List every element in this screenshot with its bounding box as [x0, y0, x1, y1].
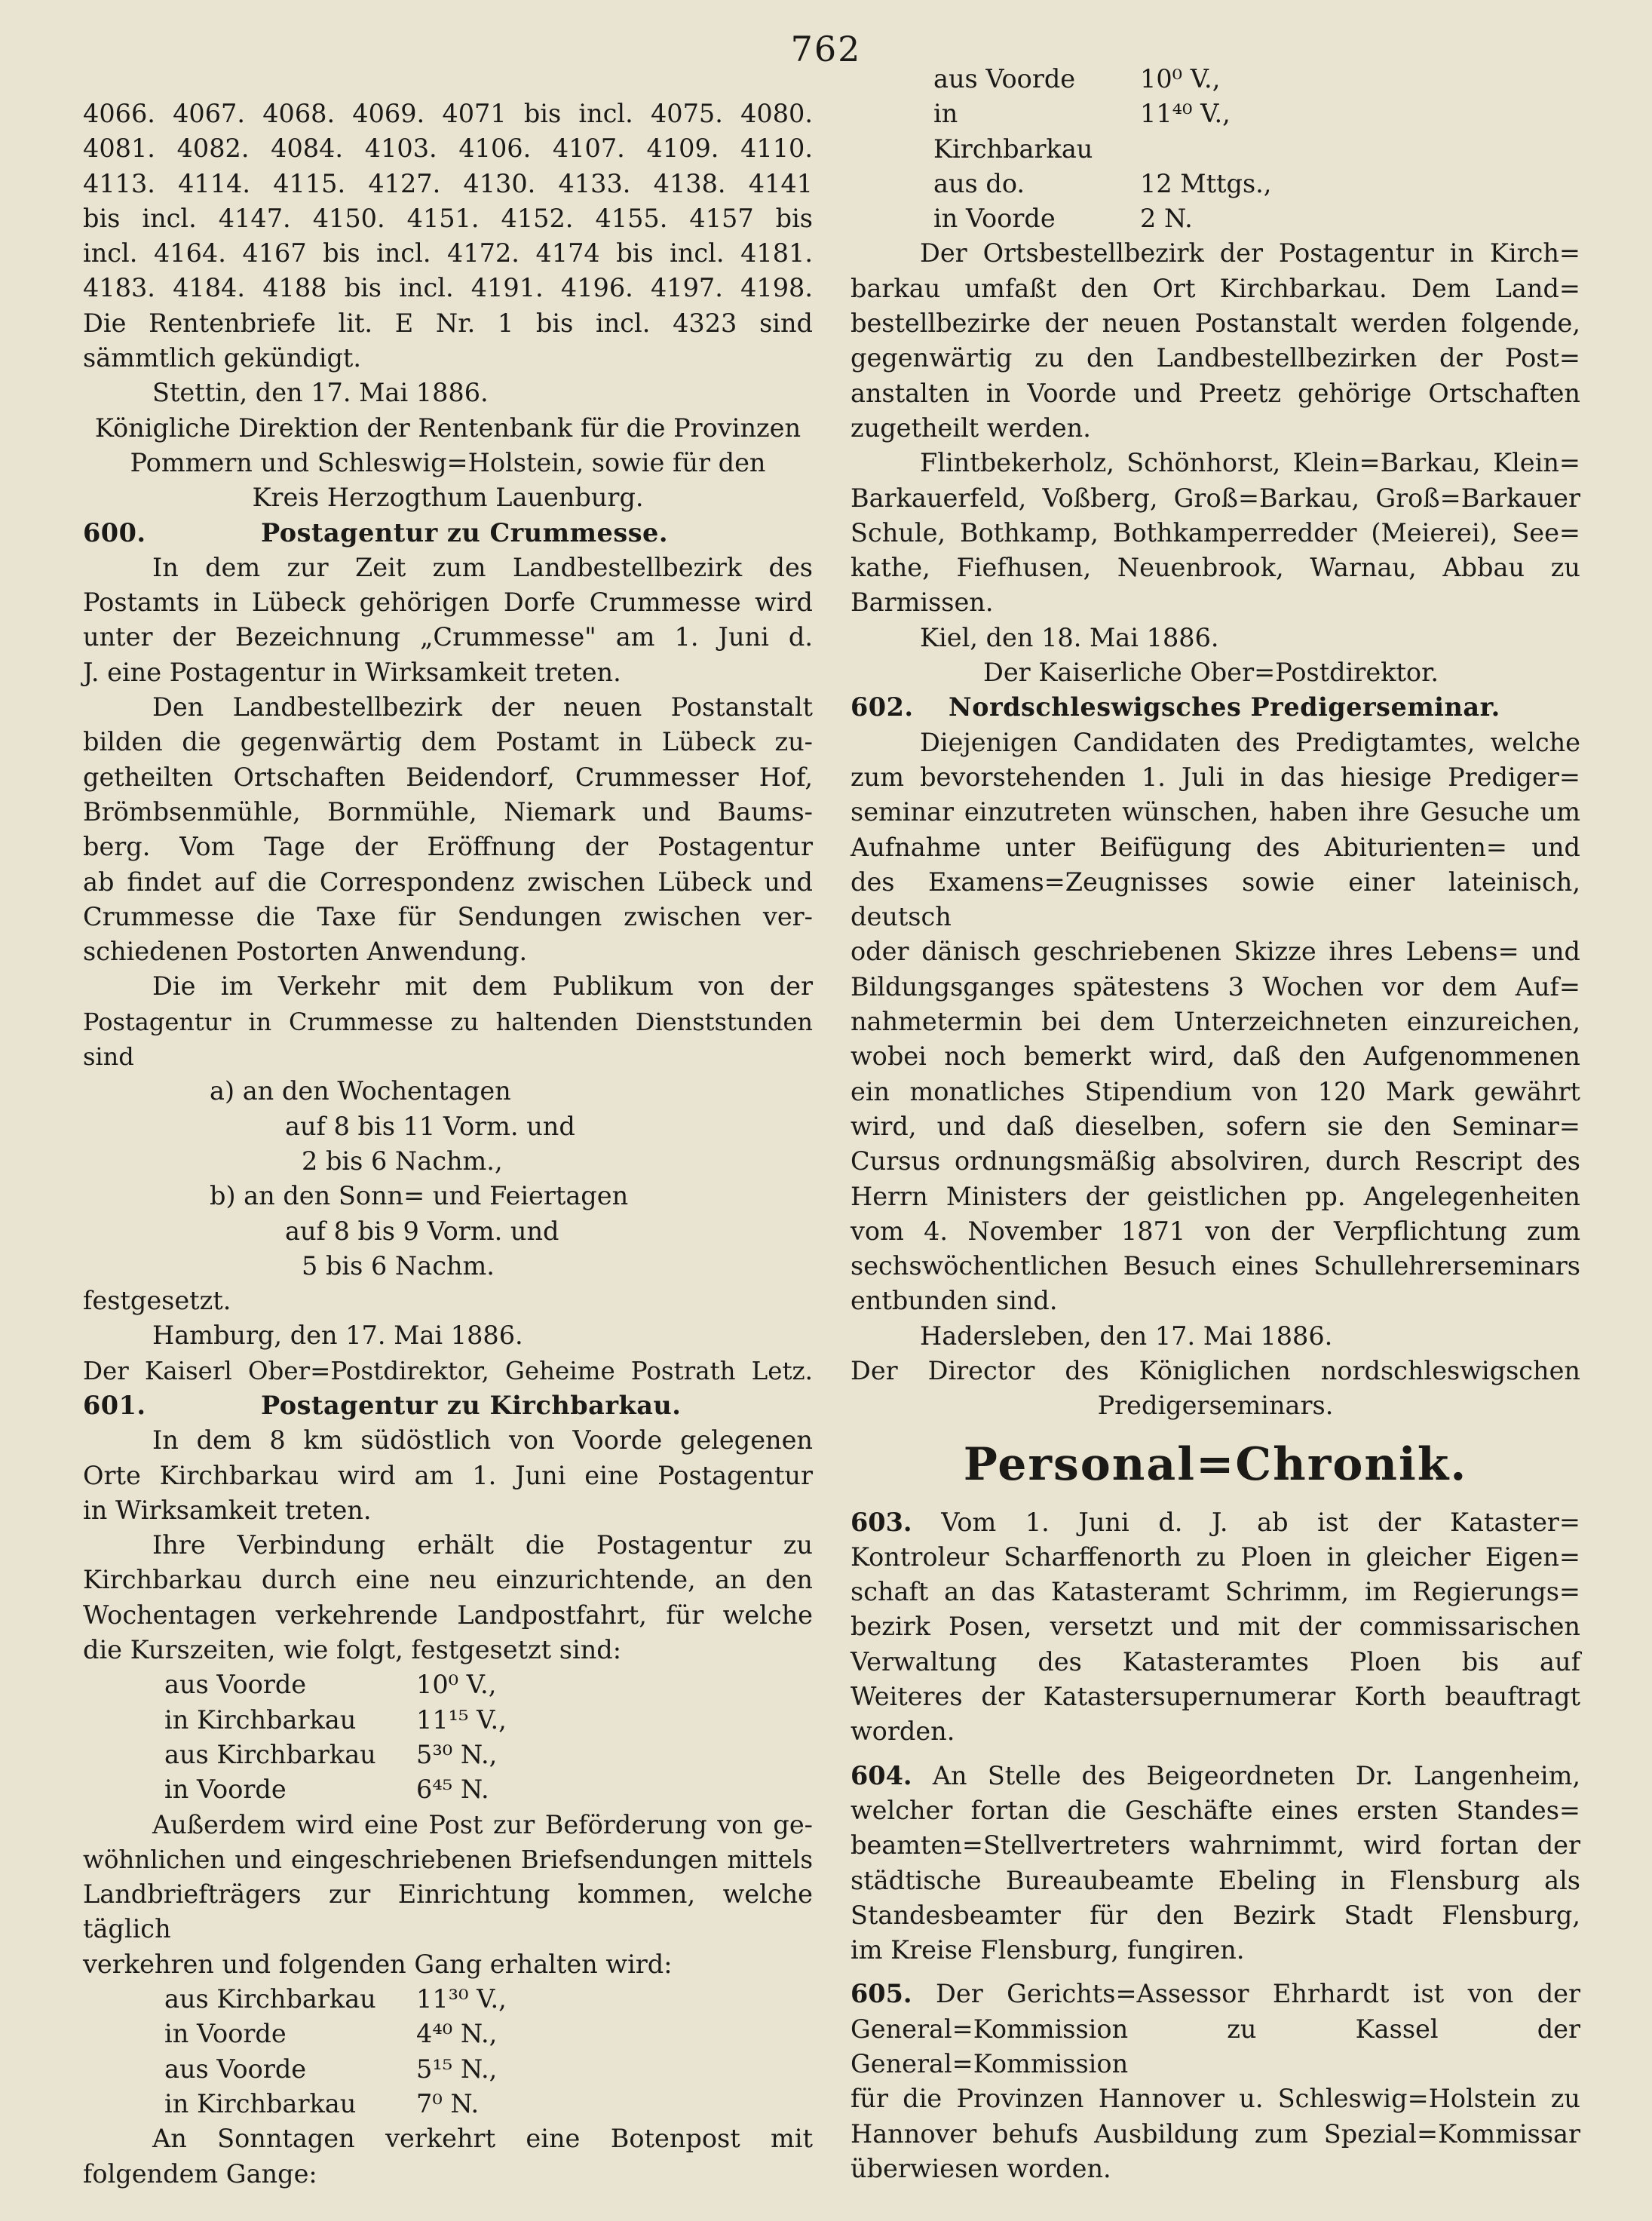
text-line: Flintbekerholz, Schönhorst, Klein=Barkau, Klein= — [920, 448, 1580, 478]
section-number: 602. — [851, 692, 914, 722]
entry-603 — [851, 1505, 1580, 1750]
text-line: Bildungsganges spätestens 3 Wochen vor dem Auf= — [851, 971, 1580, 1002]
text-line — [851, 1505, 1580, 1540]
schedule-time: 10⁰ V., — [416, 1670, 497, 1700]
entry-604 — [851, 1759, 1580, 1968]
schedule-place: aus Kirchbarkau — [164, 1984, 376, 2014]
text-line: bestellbezirke der neuen Postanstalt werden folgende, — [851, 308, 1580, 339]
schedule-time: 10⁰ V., — [1140, 64, 1221, 94]
text-line: sechswöchentlichen Besuch eines Schullehrerseminars — [851, 1251, 1580, 1281]
text-line: wöhnlichen und eingeschriebenen Briefsendungen mittels — [83, 1845, 813, 1874]
text-line: des Examens=Zeugnisses sowie einer lateinisch, deutsch — [851, 867, 1580, 932]
text-line: 4183. 4184. 4188 bis incl. 4191. 4196. 4197. 4198. — [83, 273, 813, 303]
text-line: Postamts in Lübeck gehörigen Dorfe Crummesse wird — [83, 587, 813, 618]
page-number: 762 — [790, 29, 862, 69]
text-line: Barmissen. — [851, 587, 994, 618]
date-line: Kiel, den 18. Mai 1886. — [920, 622, 1219, 652]
text-line: 4081. 4082. 4084. 4103. 4106. 4107. 4109. 4110. — [83, 133, 813, 164]
schedule-place: aus Kirchbarkau — [164, 1739, 376, 1769]
office-hours — [83, 1074, 813, 1284]
text-line: Kontroleur Scharffenorth zu Ploen in gleicher Eigen= — [851, 1542, 1580, 1572]
text-line: im Kreise Flensburg, fungiren. — [851, 1935, 1245, 1965]
text-line: für die Provinzen Hannover u. Schleswig=Holstein zu — [851, 2084, 1580, 2114]
text-line: Wochentagen verkehrende Landpostfahrt, für welche — [83, 1600, 813, 1630]
text-line: vom 4. November 1871 von der Verpflichtung zum — [851, 1216, 1580, 1246]
text-line: wobei noch bemerkt wird, daß den Aufgenommenen — [851, 1041, 1580, 1072]
schedule-letter-carrier — [164, 1982, 813, 2121]
section-heading-600 — [83, 516, 813, 551]
text-line: Den Landbestellbezirk der neuen Postanstalt — [152, 692, 813, 722]
personal-chronik-title: Personal=Chronik. — [963, 1437, 1468, 1491]
entry-text: Der Gerichts=Assessor Ehrhardt ist von der — [936, 1979, 1580, 2009]
date-line: Hadersleben, den 17. Mai 1886. — [920, 1321, 1333, 1351]
text-line: wird, und daß dieselben, sofern sie den Seminar= — [851, 1111, 1580, 1141]
schedule-place: aus Voorde — [933, 64, 1076, 94]
text-line: Brömbsenmühle, Bornmühle, Niemark und Baums- — [83, 796, 813, 827]
text-line: anstalten in Voorde und Preetz gehörige Ortschaften — [851, 378, 1580, 408]
hours-line: auf 8 bis 9 Vorm. und — [285, 1216, 559, 1246]
section-601-body — [83, 1423, 813, 2192]
text-line: General=Kommission zu Kassel der General=Kommission — [851, 2014, 1580, 2079]
text-line: Der Ortsbestellbezirk der Postagentur in Kirch= — [920, 238, 1580, 268]
right-column — [851, 64, 1580, 2221]
text-line: In dem 8 km südöstlich von Voorde gelegenen — [152, 1425, 813, 1456]
text-line: barkau umfaßt den Ort Kirchbarkau. Dem Land= — [851, 273, 1580, 303]
text-line: Die Rentenbriefe lit. E Nr. 1 bis incl. 4323 sind — [83, 308, 813, 338]
text-line: Die im Verkehr mit dem Publikum von der — [152, 971, 813, 1002]
text-line: ab findet auf die Correspondenz zwischen Lübeck und — [83, 867, 813, 897]
text-line: Barkauerfeld, Voßberg, Groß=Barkau, Groß=Barkauer — [851, 483, 1580, 513]
schedule-place: in Voorde — [933, 204, 1056, 234]
entry-605 — [851, 1977, 1580, 2186]
section-title: Postagentur zu Crummesse. — [261, 517, 669, 548]
text-line: Kirchbarkau durch eine neu einzurichtende, an den — [83, 1565, 813, 1595]
text-line — [851, 1977, 1580, 2011]
section-title: Nordschleswigsches Predigerseminar. — [949, 692, 1500, 722]
section-title: Postagentur zu Kirchbarkau. — [261, 1390, 682, 1420]
rentenbriefe-list — [83, 97, 813, 376]
hours-line: 5 bis 6 Nachm. — [302, 1250, 495, 1281]
schedule-time: 7⁰ N. — [416, 2088, 480, 2118]
signature-line: Pommern und Schleswig=Holstein, sowie für den — [130, 447, 766, 477]
date-line: Hamburg, den 17. Mai 1886. — [152, 1321, 523, 1351]
text-line: in Wirksamkeit treten. — [83, 1495, 372, 1525]
schedule-place: in Kirchbarkau — [164, 1704, 357, 1735]
schedule-time: 5³⁰ N., — [416, 1739, 498, 1769]
schedule-place: aus Voorde — [164, 1670, 307, 1700]
text-line: Hannover behufs Ausbildung zum Spezial=Kommissar — [851, 2118, 1580, 2149]
hours-line: auf 8 bis 11 Vorm. und — [285, 1111, 575, 1141]
date-line: Stettin, den 17. Mai 1886. — [152, 378, 489, 408]
schedule-time: 2 N. — [1140, 204, 1193, 234]
hours-line: 2 bis 6 Nachm., — [302, 1146, 503, 1176]
text-line: schaft an das Katasteramt Schrimm, im Regierungs= — [851, 1577, 1580, 1607]
text-line: incl. 4164. 4167 bis incl. 4172. 4174 bis incl. 4181. — [83, 238, 813, 268]
text-line: getheilten Ortschaften Beidendorf, Crummesser Hof, — [83, 762, 813, 792]
schedule-time: 4⁴⁰ N., — [416, 2019, 498, 2049]
schedule-place: in Voorde — [164, 2019, 287, 2049]
text-line: bezirk Posen, versetzt und mit der commissarischen — [851, 1612, 1580, 1642]
text-line: berg. Vom Tage der Eröffnung der Postagentur — [83, 832, 813, 862]
text-line: sämmtlich gekündigt. — [83, 343, 362, 373]
signature-line: Der Kaiserliche Ober=Postdirektor. — [983, 658, 1439, 688]
schedule-time: 11³⁰ V., — [416, 1984, 507, 2014]
text-line: welcher fortan die Geschäfte eines ersten Standes= — [851, 1795, 1580, 1825]
section-number: 601. — [83, 1390, 146, 1420]
schedule-place: in Kirchbarkau — [164, 2088, 357, 2118]
text-line: gegenwärtig zu den Landbestellbezirken der Post= — [851, 343, 1580, 373]
text-line: bis incl. 4147. 4150. 4151. 4152. 4155. 4157 bis — [83, 203, 813, 233]
text-line: Aufnahme unter Beifügung des Abiturienten= und — [851, 832, 1580, 862]
text-line: 4066. 4067. 4068. 4069. 4071 bis incl. 4075. 4080. — [83, 99, 813, 128]
text-line: schiedenen Postorten Anwendung. — [83, 937, 528, 967]
schedule-time: 5¹⁵ N., — [416, 2054, 498, 2084]
section-number: 600. — [83, 517, 146, 548]
schedule-time: 11¹⁵ V., — [416, 1704, 507, 1735]
schedule-time: 6⁴⁵ N. — [416, 1775, 489, 1805]
text-line: unter der Bezeichnung „Crummesse" am 1. Juni d. — [83, 622, 813, 652]
schedule-place: in Kirchbarkau — [933, 99, 1093, 164]
text-line: städtische Bureaubeamte Ebeling in Flensburg als — [851, 1865, 1580, 1895]
signature-line: Predigerseminars. — [1097, 1391, 1334, 1421]
text-line: Herrn Ministers der geistlichen pp. Angelegenheiten — [851, 1181, 1580, 1211]
text-line: worden. — [851, 1716, 955, 1747]
text-line: Weiteres der Katastersupernumerar Korth beauftragt — [851, 1682, 1580, 1712]
text-line: Verwaltung des Katasteramtes Ploen bis auf — [851, 1646, 1580, 1676]
signature-line: Der Director des Königlichen nordschleswigschen — [851, 1355, 1580, 1385]
text-line: Orte Kirchbarkau wird am 1. Juni eine Postagentur — [83, 1460, 813, 1490]
text-line: zum bevorstehenden 1. Juli in das hiesige Prediger= — [851, 762, 1580, 792]
text-line: verkehren und folgenden Gang erhalten wird: — [83, 1949, 673, 1979]
section-602-body — [851, 726, 1580, 1424]
schedule-weekday — [164, 1667, 813, 1807]
text-line: Standesbeamter für den Bezirk Stadt Flensburg, — [851, 1900, 1580, 1930]
text-line: Ihre Verbindung erhält die Postagentur zu — [152, 1530, 813, 1560]
text-line: Diejenigen Candidaten des Predigtamtes, welche — [920, 727, 1580, 757]
text-line: J. eine Postagentur in Wirksamkeit treten. — [83, 657, 621, 687]
text-line: An Sonntagen verkehrt eine Botenpost mit — [152, 2124, 813, 2154]
hours-line: a) an den Wochentagen — [210, 1076, 511, 1106]
text-line: ein monatliches Stipendium von 120 Mark gewährt — [851, 1076, 1580, 1106]
entry-text: An Stelle des Beigeordneten Dr. Langenheim, — [932, 1760, 1580, 1790]
schedule-place: aus Voorde — [164, 2054, 307, 2084]
text-line: Außerdem wird eine Post zur Beförderung von ge- — [152, 1809, 813, 1839]
text-line: entbunden sind. — [851, 1286, 1058, 1316]
text-line: bilden die gegenwärtig dem Postamt in Lübeck zu- — [83, 727, 813, 757]
left-column — [83, 97, 813, 2192]
text-line: Cursus ordnungsmäßig absolviren, durch Rescript des — [851, 1146, 1580, 1176]
entry-number: 604. — [851, 1760, 912, 1790]
text-line: Crummesse die Taxe für Sendungen zwischen ver- — [83, 901, 813, 931]
text-line: Landbriefträgers zur Einrichtung kommen, welche täglich — [83, 1879, 813, 1944]
text-line: 4113. 4114. 4115. 4127. 4130. 4133. 4138. 4141 — [83, 168, 813, 198]
text-line: beamten=Stellvertreters wahrnimmt, wird fortan der — [851, 1830, 1580, 1861]
schedule-time: 12 Mttgs., — [1140, 168, 1272, 198]
right-body — [851, 236, 1580, 2186]
entry-number: 605. — [851, 1979, 912, 2009]
text-line: die Kurszeiten, wie folgt, festgesetzt sind: — [83, 1635, 622, 1665]
text-line: folgendem Gange: — [83, 2158, 317, 2189]
text-line: kathe, Fiefhusen, Neuenbrook, Warnau, Abbau zu — [851, 553, 1580, 583]
schedule-place: in Voorde — [164, 1775, 287, 1805]
text-line: In dem zur Zeit zum Landbestellbezirk des — [152, 552, 813, 582]
section-600-body — [83, 551, 813, 1388]
text-line: zugetheilt werden. — [851, 413, 1091, 443]
signature-line: Kreis Herzogthum Lauenburg. — [252, 483, 644, 513]
schedule-time: 11⁴⁰ V., — [1140, 99, 1231, 129]
schedule-place: aus do. — [933, 168, 1025, 198]
text-line: überwiesen worden. — [851, 2153, 1111, 2183]
text-line — [851, 1759, 1580, 1793]
text-line: festgesetzt. — [83, 1286, 231, 1316]
signature-line: Der Kaiserl Ober=Postdirektor, Geheime Postrath Letz. — [83, 1356, 813, 1385]
entry-text: Vom 1. Juni d. J. ab ist der Kataster= — [941, 1507, 1580, 1537]
text-line: Schule, Bothkamp, Bothkamperredder (Meierei), See= — [851, 517, 1580, 548]
entry-number: 603. — [851, 1507, 912, 1537]
hours-line: b) an den Sonn= und Feiertagen — [210, 1181, 629, 1211]
signature-line: Königliche Direktion der Rentenbank für die Provinzen — [94, 413, 801, 443]
text-line: oder dänisch geschriebenen Skizze ihres Lebens= und — [851, 937, 1580, 967]
text-line: Postagentur in Crummesse zu haltenden Dienststunden sind — [83, 1007, 813, 1072]
text-line: nahmetermin bei dem Unterzeichneten einzureichen, — [851, 1007, 1580, 1037]
section-heading-601 — [83, 1388, 813, 1423]
section-heading-602 — [851, 690, 1580, 725]
text-line: seminar einzutreten wünschen, haben ihre Gesuche um — [851, 797, 1580, 827]
